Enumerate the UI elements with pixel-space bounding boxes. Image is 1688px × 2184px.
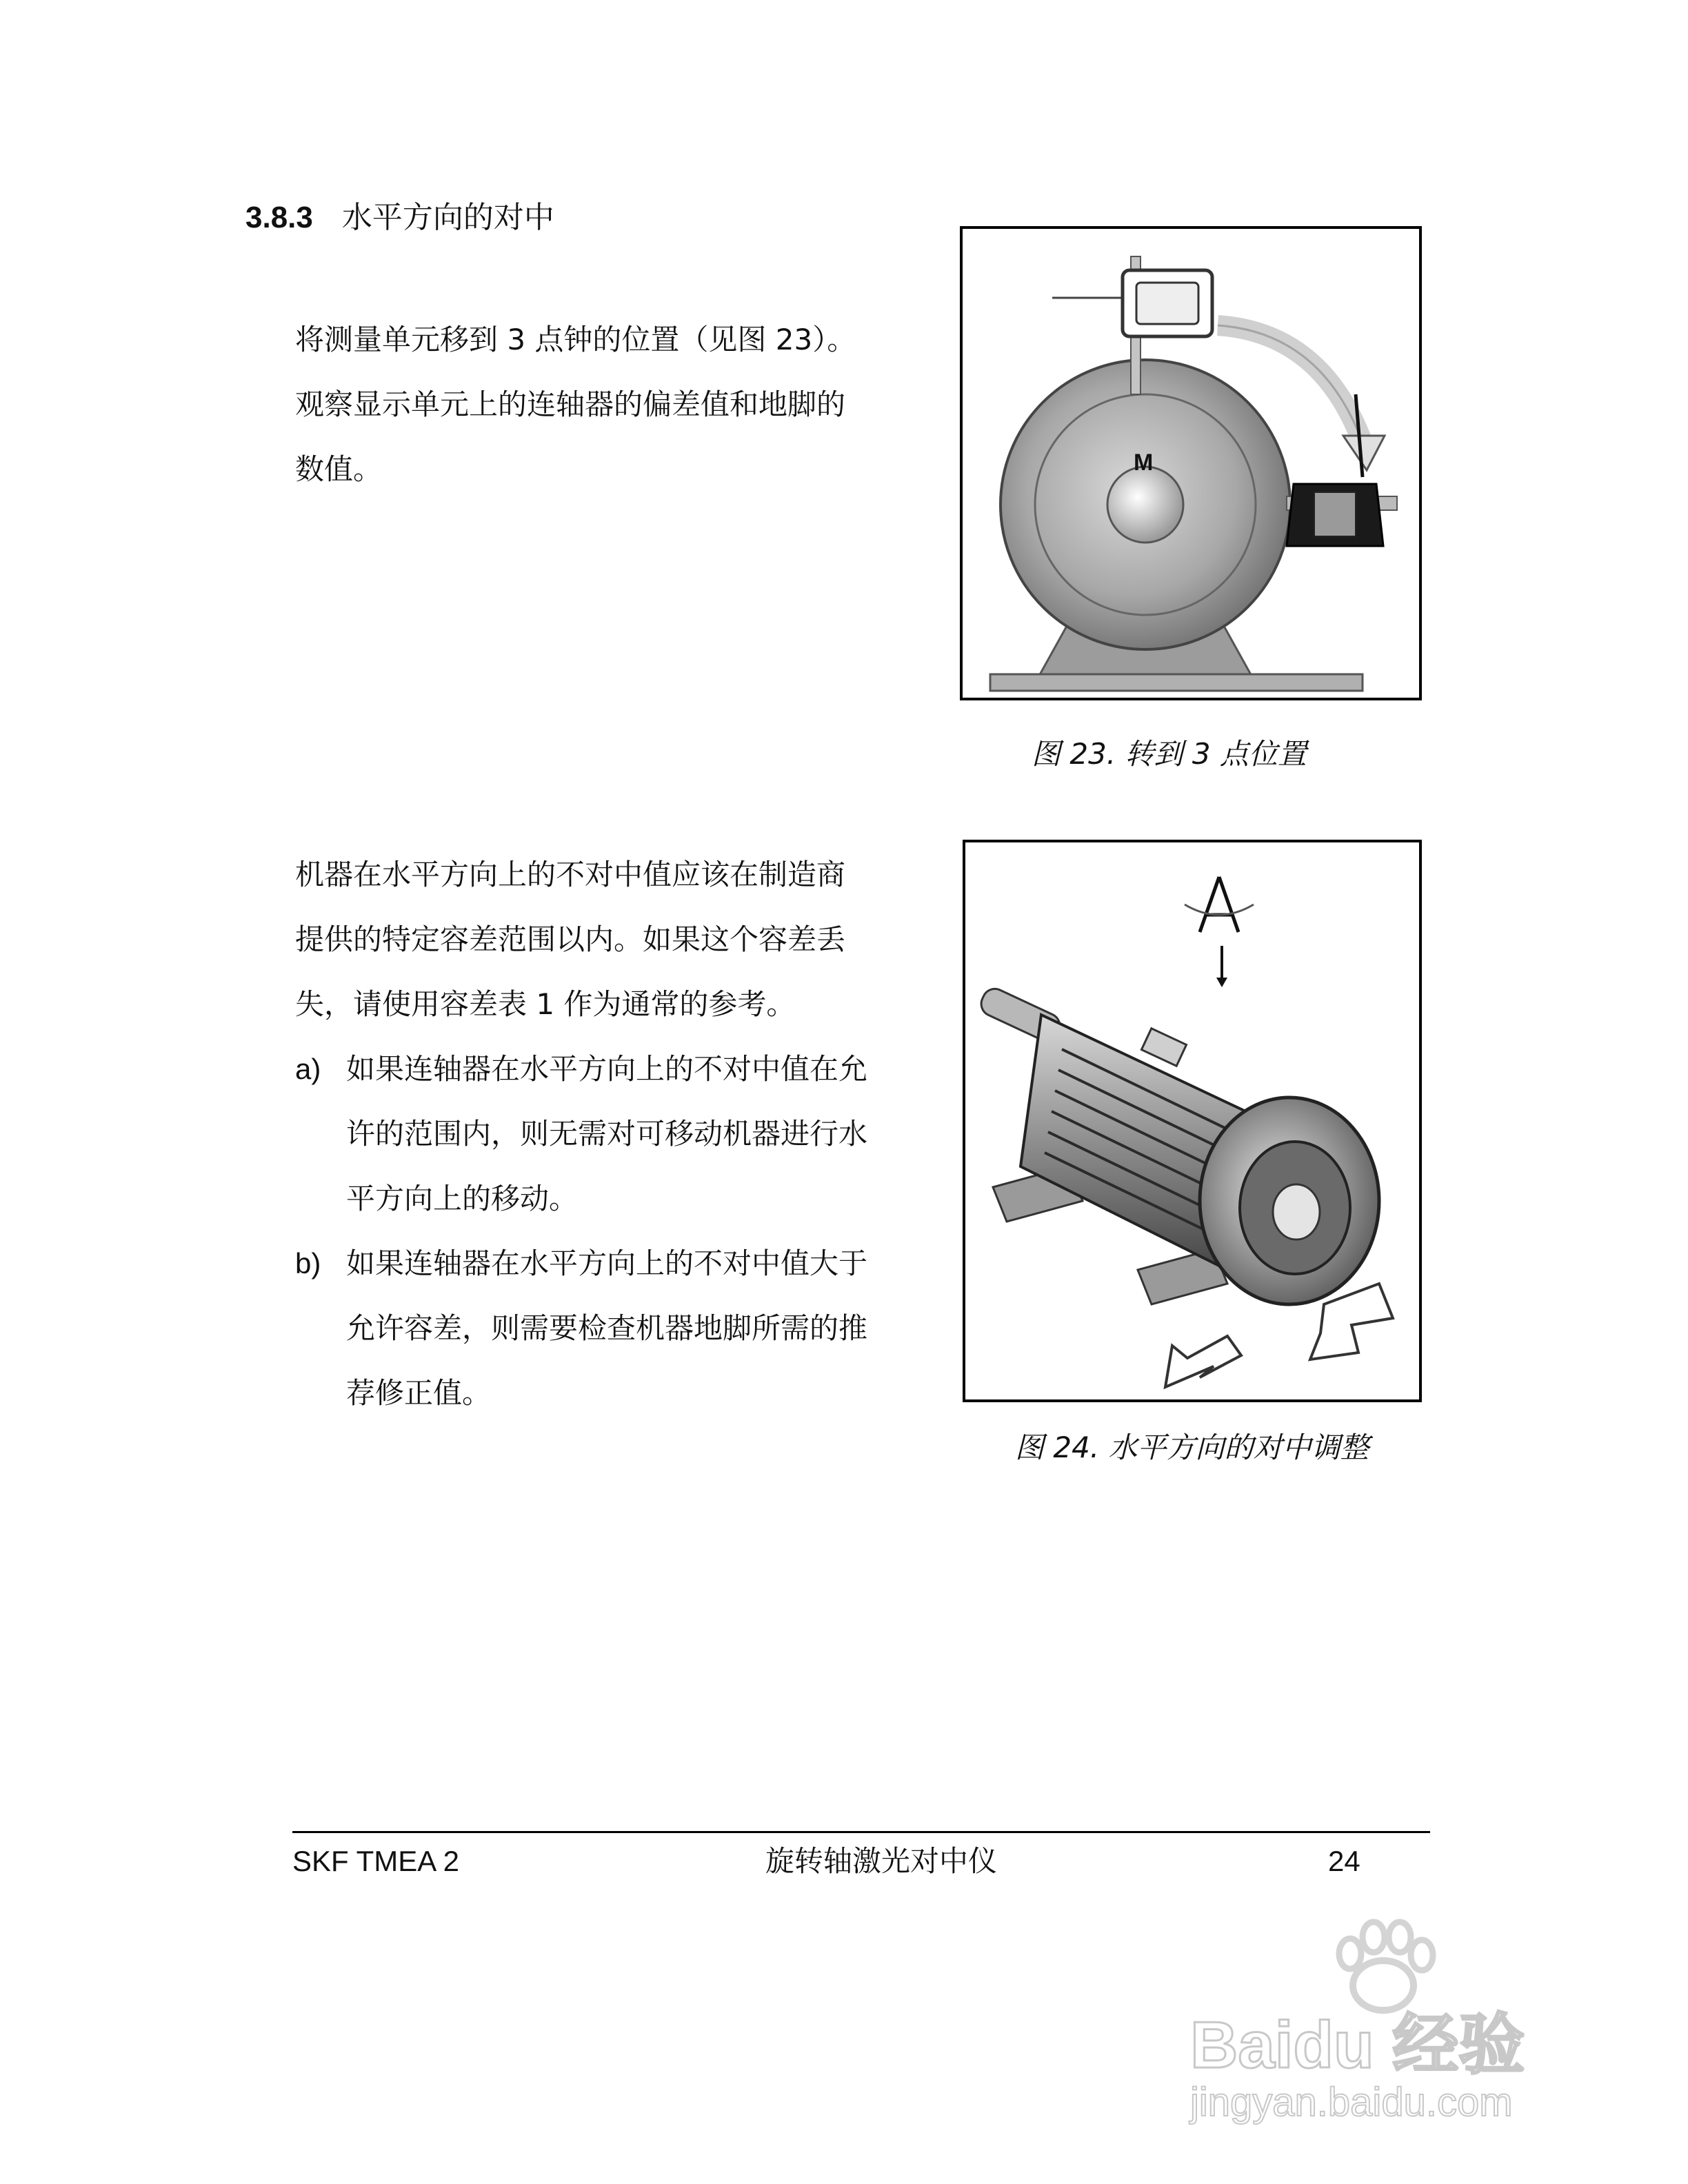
terminal-box	[1141, 1029, 1186, 1066]
end-cap-hub	[1273, 1184, 1320, 1240]
motor-base	[990, 674, 1363, 691]
figure-24	[963, 840, 1422, 1402]
list-item-a-line: 如果连轴器在水平方向上的不对中值在允	[346, 1052, 868, 1086]
sensor-a-icon	[1200, 877, 1238, 932]
list-item-b-line: 荐修正值。	[346, 1376, 492, 1410]
down-arrow-head	[1216, 978, 1227, 987]
paragraph-2-line: 机器在水平方向上的不对中值应该在制造商	[295, 858, 846, 891]
paragraph-2-line: 失，请使用容差表 1 作为通常的参考。	[295, 987, 796, 1021]
device-lens	[1314, 492, 1356, 536]
paragraph-1-line: 将测量单元移到 3 点钟的位置（见图 23）。	[295, 323, 856, 356]
list-item-b-line: 允许容差，则需要检查机器地脚所需的推	[346, 1311, 868, 1345]
list-marker-a: a)	[295, 1053, 321, 1085]
motor-label: M	[1134, 449, 1154, 476]
figure-23	[960, 226, 1422, 700]
rotation-arrow-head	[1343, 436, 1385, 470]
list-item-a	[295, 1037, 957, 1231]
paragraph-2-line: 提供的特定容差范围以内。如果这个容差丢	[295, 922, 846, 956]
paragraph-1-line: 观察显示单元上的连轴器的偏差值和地脚的	[295, 387, 846, 421]
measuring-unit-screen	[1136, 283, 1198, 324]
watermark-brand: Baidu 经验	[1190, 2008, 1525, 2082]
motor-hub	[1107, 467, 1183, 543]
footer-rule	[292, 1831, 1430, 1833]
list-item-b	[295, 1231, 957, 1426]
section-heading	[245, 197, 554, 239]
figure-24-caption: 图 24. 水平方向的对中调整	[1015, 1430, 1369, 1464]
watermark-url: jingyan.baidu.com	[1190, 2080, 1513, 2125]
footer-product: SKF TMEA 2	[292, 1845, 459, 1877]
footer-page-number: 24	[1328, 1845, 1360, 1877]
figure-24-illustration	[965, 842, 1419, 1399]
list-item-b-line: 如果连轴器在水平方向上的不对中值大于	[346, 1246, 868, 1280]
move-left-arrow-icon	[1165, 1336, 1241, 1387]
section-title: 水平方向的对中	[341, 200, 554, 235]
watermark	[1190, 1917, 1576, 2123]
footer-title: 旋转轴激光对中仪	[765, 1844, 998, 1878]
figure-23-illustration	[963, 229, 1419, 698]
list-marker-b: b)	[295, 1247, 321, 1280]
section-number: 3.8.3	[245, 201, 313, 234]
list-item-a-line: 许的范围内，则无需对可移动机器进行水	[346, 1117, 868, 1151]
paragraph-1	[295, 307, 936, 502]
paragraph-2	[295, 842, 936, 1037]
figure-23-caption: 图 23. 转到 3 点位置	[1032, 737, 1307, 771]
paragraph-1-line: 数值。	[295, 452, 383, 486]
list-item-a-line: 平方向上的移动。	[346, 1182, 579, 1215]
